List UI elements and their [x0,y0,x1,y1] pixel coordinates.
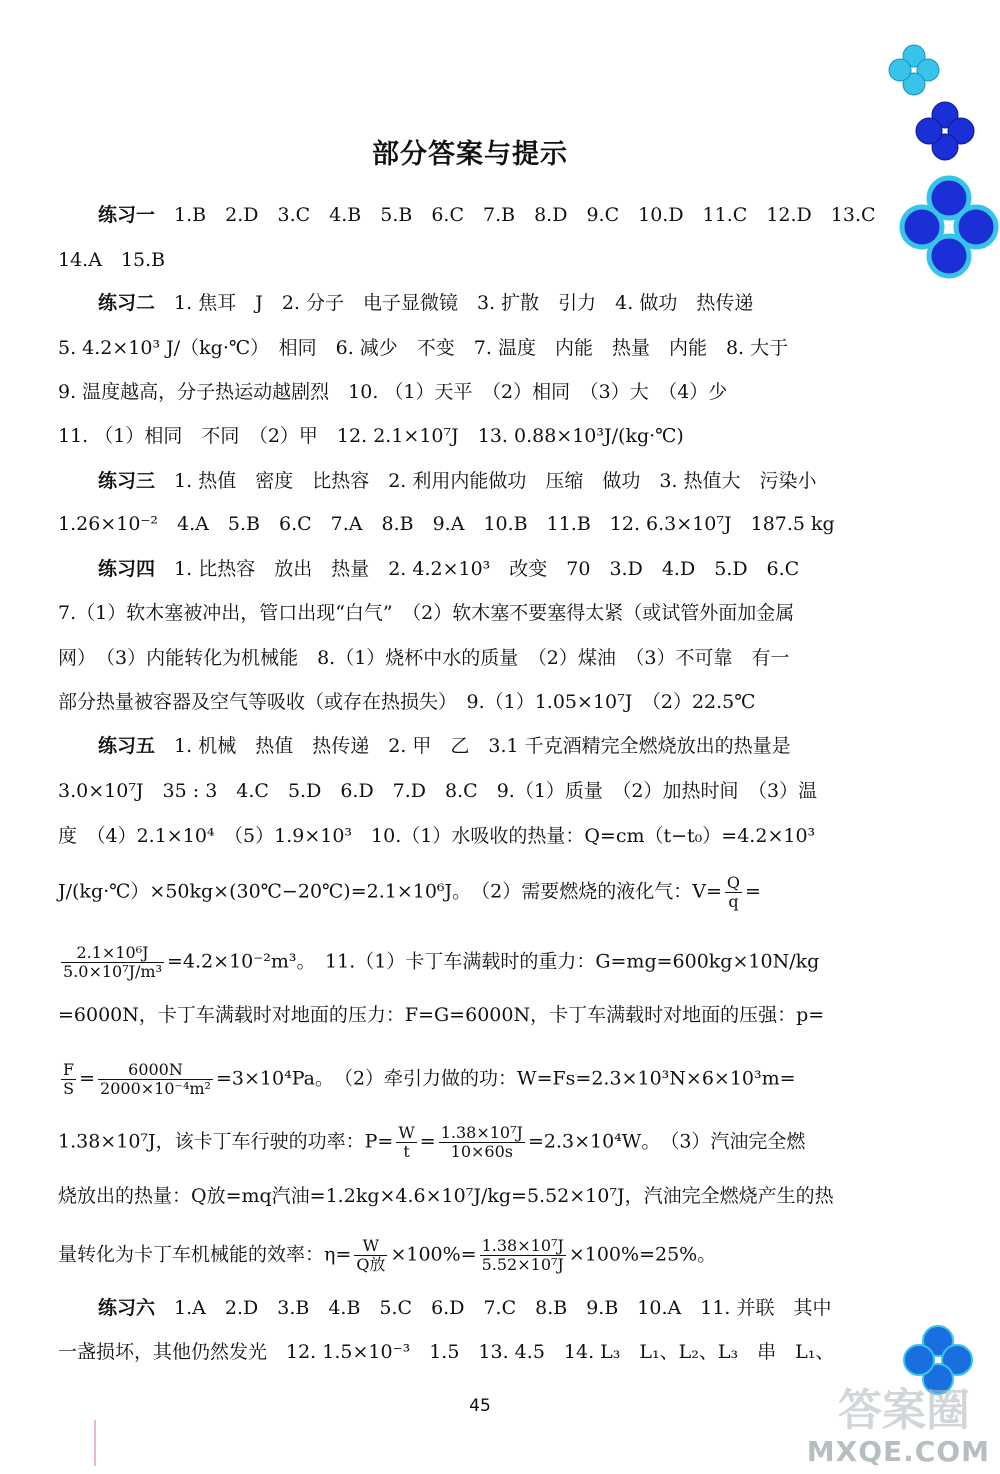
answer-line [58,509,835,539]
answer-text: = [419,1130,436,1153]
fraction-denominator: 2000×10⁻⁴m² [100,1079,211,1098]
fraction-denominator: 5.0×10⁷J/m³ [63,962,163,981]
answer-text: 11. （1）相同 不同 （2）甲 12. 2.1×10⁷J 13. 0.88×10³J/(kg·℃) [58,425,684,447]
answer-text: 部分热量被容器及空气等吸收（或存在热损失） 9.（1）1.05×10⁷J （2）22.5℃ [58,691,756,713]
answer-line [58,1061,796,1098]
answer-line [98,466,817,496]
answer-text: 网） （3）内能转化为机械能 8.（1）烧杯中水的质量 （2）煤油 （3）不可靠 有一 [58,647,790,669]
answer-text: 14.A 15.B [58,249,166,271]
answer-text: 1. 热值 密度 比热容 2. 利用内能做功 压缩 做功 3. 热值大 污染小 [174,470,817,492]
clover-icon [898,172,1000,282]
answer-text: = [79,1067,96,1090]
answer-text: 9. 温度越高，分子热运动越剧烈 10. （1）天平 （2）相同 （3）大 （4）少 [58,381,728,403]
answer-text: 1. 比热容 放出 热量 2. 4.2×10³ 改变 70 3.D 4.D 5.D 6.C [174,558,800,580]
fraction [480,1237,566,1274]
fraction-denominator: q [728,892,739,911]
answer-line [98,1293,832,1323]
answer-text: 5. 4.2×10³ J/（kg·℃） 相同 6. 减少 不变 7. 温度 内能 热量 内能 8. 大于 [58,337,789,359]
fraction-denominator: S [63,1079,75,1098]
page-title: 部分答案与提示 [372,139,568,170]
answer-text: =4.2×10⁻²m³。 11.（1）卡丁车满载时的重力：G=mg=600kg×10N/kg [167,950,820,973]
answer-line [98,200,876,230]
answer-text: 7.（1）软木塞被冲出，管口出现“白气” （2）软木塞不要塞得太紧（或试管外面加金属 [58,602,795,624]
answer-text: 1.26×10⁻² 4.A 5.B 6.C 7.A 8.B 9.A 10.B 11.B 12. 6.3×10⁷J 187.5 kg [58,513,835,535]
answer-text: =6000N，卡丁车满载时对地面的压力：F=G=6000N，卡丁车满载时对地面的压强：p= [58,1004,825,1026]
answer-line [58,687,756,717]
answer-line [58,944,819,981]
fraction [61,944,164,981]
fraction-denominator: 10×60s [450,1142,513,1161]
fraction-denominator: Q放 [356,1255,386,1274]
answer-text: 1. 机械 热值 热传递 2. 甲 乙 3.1 千克酒精完全燃烧放出的热量是 [174,735,791,757]
answer-line [58,821,815,851]
exercise-label: 练习一 [98,204,156,226]
exercise-label: 练习五 [98,735,156,757]
answer-line [58,598,794,628]
answer-line [58,874,761,911]
answer-line [58,377,727,407]
answer-line [58,1000,824,1030]
answer-text: 量转化为卡丁车机械能的效率：η= [58,1243,352,1266]
fraction-numerator: Q [726,873,741,892]
exercise-label: 练习四 [98,558,156,580]
answer-line [58,1124,805,1161]
fraction [396,1124,416,1161]
answer-line [58,245,165,275]
fraction [98,1061,213,1098]
fraction-numerator: F [63,1060,75,1079]
fraction-denominator: t [403,1142,410,1161]
answer-text: J/(kg·℃）×50kg×(30℃−20℃)=2.1×10⁶J。 （2）需要燃烧的液化气：V= [58,880,722,903]
watermark-logo: 答案圈 [838,1385,970,1436]
margin-mark [94,1420,96,1466]
answer-text: 1. 焦耳 J 2. 分子 电子显微镜 3. 扩散 引力 4. 做功 热传递 [174,292,754,314]
answer-line [58,776,817,806]
fraction [354,1237,387,1274]
fraction-numerator: 1.38×10⁷J [440,1123,523,1142]
answer-text: = [745,880,761,903]
answer-text: =2.3×10⁴W。 （3）汽油完全燃 [527,1130,806,1153]
clover-icon [884,40,944,100]
exercise-label: 练习六 [98,1297,156,1319]
answer-text: ×100%=25%。 [568,1243,717,1266]
answer-text: 1.A 2.D 3.B 4.B 5.C 6.D 7.C 8.B 9.B 10.A 11. 并联 其中 [174,1297,832,1319]
answer-text: ×100%= [390,1243,477,1266]
answer-text: =3×10⁴Pa。 （2）牵引力做的功：W=Fs=2.3×10³N×6×10³m= [215,1067,796,1090]
answer-line [58,421,684,451]
answer-text: 一盏损坏，其他仍然发光 12. 1.5×10⁻³ 1.5 13. 4.5 14. L₃ L₁、L₂、L₃ 串 L₁、 [58,1341,835,1363]
fraction-numerator: W [398,1123,415,1142]
fraction-numerator: W [354,1237,387,1256]
exercise-label: 练习三 [98,470,156,492]
answer-text: 3.0×10⁷J 35 : 3 4.C 5.D 6.D 7.D 8.C 9.（1）质量 （2）加热时间 （3）温 [58,780,818,802]
clover-icon [912,98,978,164]
answer-text: 1.B 2.D 3.C 4.B 5.B 6.C 7.B 8.D 9.C 10.D 11.C 12.D 13.C [174,204,876,226]
answer-text: 烧放出的热量：Q放=mq汽油=1.2kg×4.6×10⁷J/kg=5.52×10⁷J，汽油完全燃烧产生的热 [58,1185,834,1207]
watermark-url: MXQE.COM [806,1435,990,1468]
answer-line [58,643,789,673]
fraction [439,1124,525,1161]
answer-line [58,1237,716,1274]
fraction-numerator: 6000N [98,1061,213,1080]
fraction [61,1061,76,1098]
page-number: 45 [469,1396,491,1416]
fraction-numerator: 2.1×10⁶J [61,944,164,963]
fraction-numerator: 1.38×10⁷J [481,1236,564,1255]
answer-line [58,1337,834,1367]
fraction [725,874,742,911]
answer-line [58,1181,834,1211]
answer-line [98,554,799,584]
answer-line [98,731,791,761]
answer-line [58,333,788,363]
answer-line [98,288,753,318]
exercise-label: 练习二 [98,292,156,314]
fraction-denominator: 5.52×10⁷J [481,1255,564,1274]
answer-text: 1.38×10⁷J，该卡丁车行驶的功率：P= [58,1130,394,1153]
answer-text: 度 （4）2.1×10⁴ （5）1.9×10³ 10.（1）水吸收的热量：Q=cm（t−t₀）=4.2×10³ [58,825,816,847]
